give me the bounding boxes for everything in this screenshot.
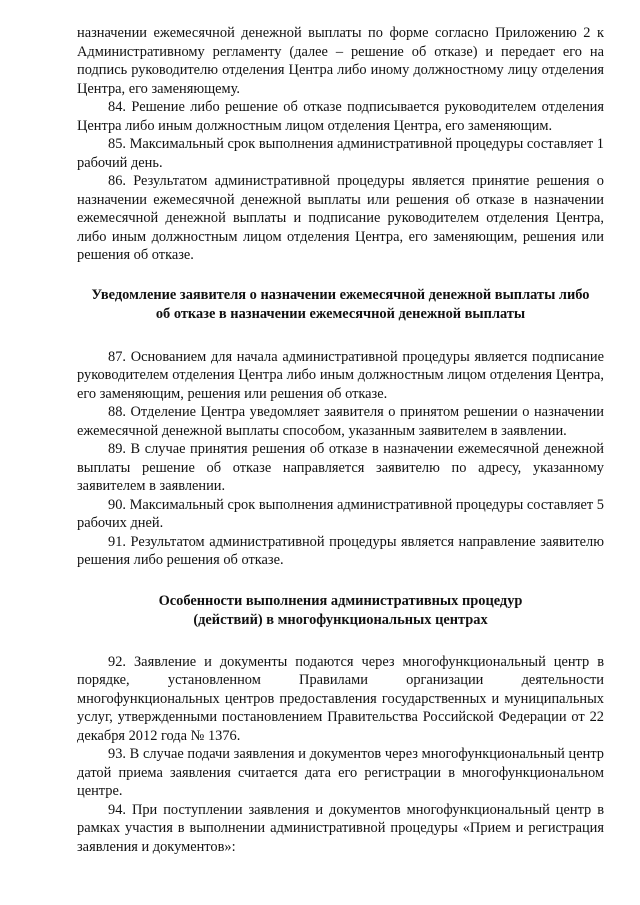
heading-line: Особенности выполнения административных процедур bbox=[158, 592, 523, 609]
heading-line: об отказе в назначении ежемесячной денежной выплаты bbox=[155, 305, 526, 322]
heading-line: Уведомление заявителя о назначении ежемесячной денежной выплаты либо bbox=[91, 286, 590, 303]
paragraph-84: 84. Решение либо решение об отказе подписывается руководителем отделения Центра либо иным должностным лицом отделения Центра, его заменяющим. bbox=[77, 99, 604, 134]
heading-line: (действий) в многофункциональных центрах bbox=[193, 611, 488, 628]
paragraph-91: 91. Результатом административной процедуры является направление заявителю решения либо решения об отказе. bbox=[77, 533, 604, 568]
paragraph-90: 90. Максимальный срок выполнения административной процедуры составляет 5 рабочих дней. bbox=[77, 496, 604, 531]
paragraph-93: 93. В случае подачи заявления и документов через многофункциональный центр датой приема заявления считается дата его регистрации в многофункциональном центре. bbox=[77, 746, 604, 799]
paragraph-87: 87. Основанием для начала административной процедуры является подписание руководителем отделения Центра либо иным должностным лицом отделения Центра, его заменяющим, решения или решения об отказе. bbox=[77, 348, 604, 402]
paragraph-88: 88. Отделение Центра уведомляет заявителя о принятом решении о назначении ежемесячной денежной выплаты способом, указанным заявителем в заявлении. bbox=[77, 404, 604, 439]
section-heading-mfc bbox=[77, 592, 604, 630]
paragraph-85: 85. Максимальный срок выполнения административной процедуры составляет 1 рабочий день. bbox=[77, 136, 604, 171]
paragraph-86: 86. Результатом административной процедуры является принятие решения о назначении ежемесячной денежной выплаты или решения об отказе в назначении ежемесячной денежной выплаты и подписание руководителем отделения Центра, либо иным должностным лицом отделения Центра, его заменяющим, решения или решения об отказе. bbox=[77, 173, 604, 263]
paragraph-94: 94. При поступлении заявления и документов многофункциональный центр в рамках участия в выполнении административной процедуры «Прием и регистрация заявления и документов»: bbox=[77, 801, 604, 855]
paragraph-89: 89. В случае принятия решения об отказе в назначении ежемесячной денежной выплаты решение об отказе направляется заявителю по адресу, указанному заявителем в заявлении. bbox=[77, 441, 604, 494]
section-heading-notification bbox=[77, 286, 604, 324]
paragraph-83-continued: назначении ежемесячной денежной выплаты по форме согласно Приложению 2 к Административному регламенту (далее – решение об отказе) и передает его на подпись руководителю отделения Центра либо иному должностному лицу отделения Центра, его заменяющему. bbox=[77, 25, 604, 97]
paragraph-92: 92. Заявление и документы подаются через многофункциональный центр в порядке, установленном Правилами организации деятельности многофункциональных центров предоставления государственных и муниципальных услуг, утвержденными постановлением Правительства Российской Федерации от 22 декабря 2012 года № 1376. bbox=[77, 653, 604, 744]
